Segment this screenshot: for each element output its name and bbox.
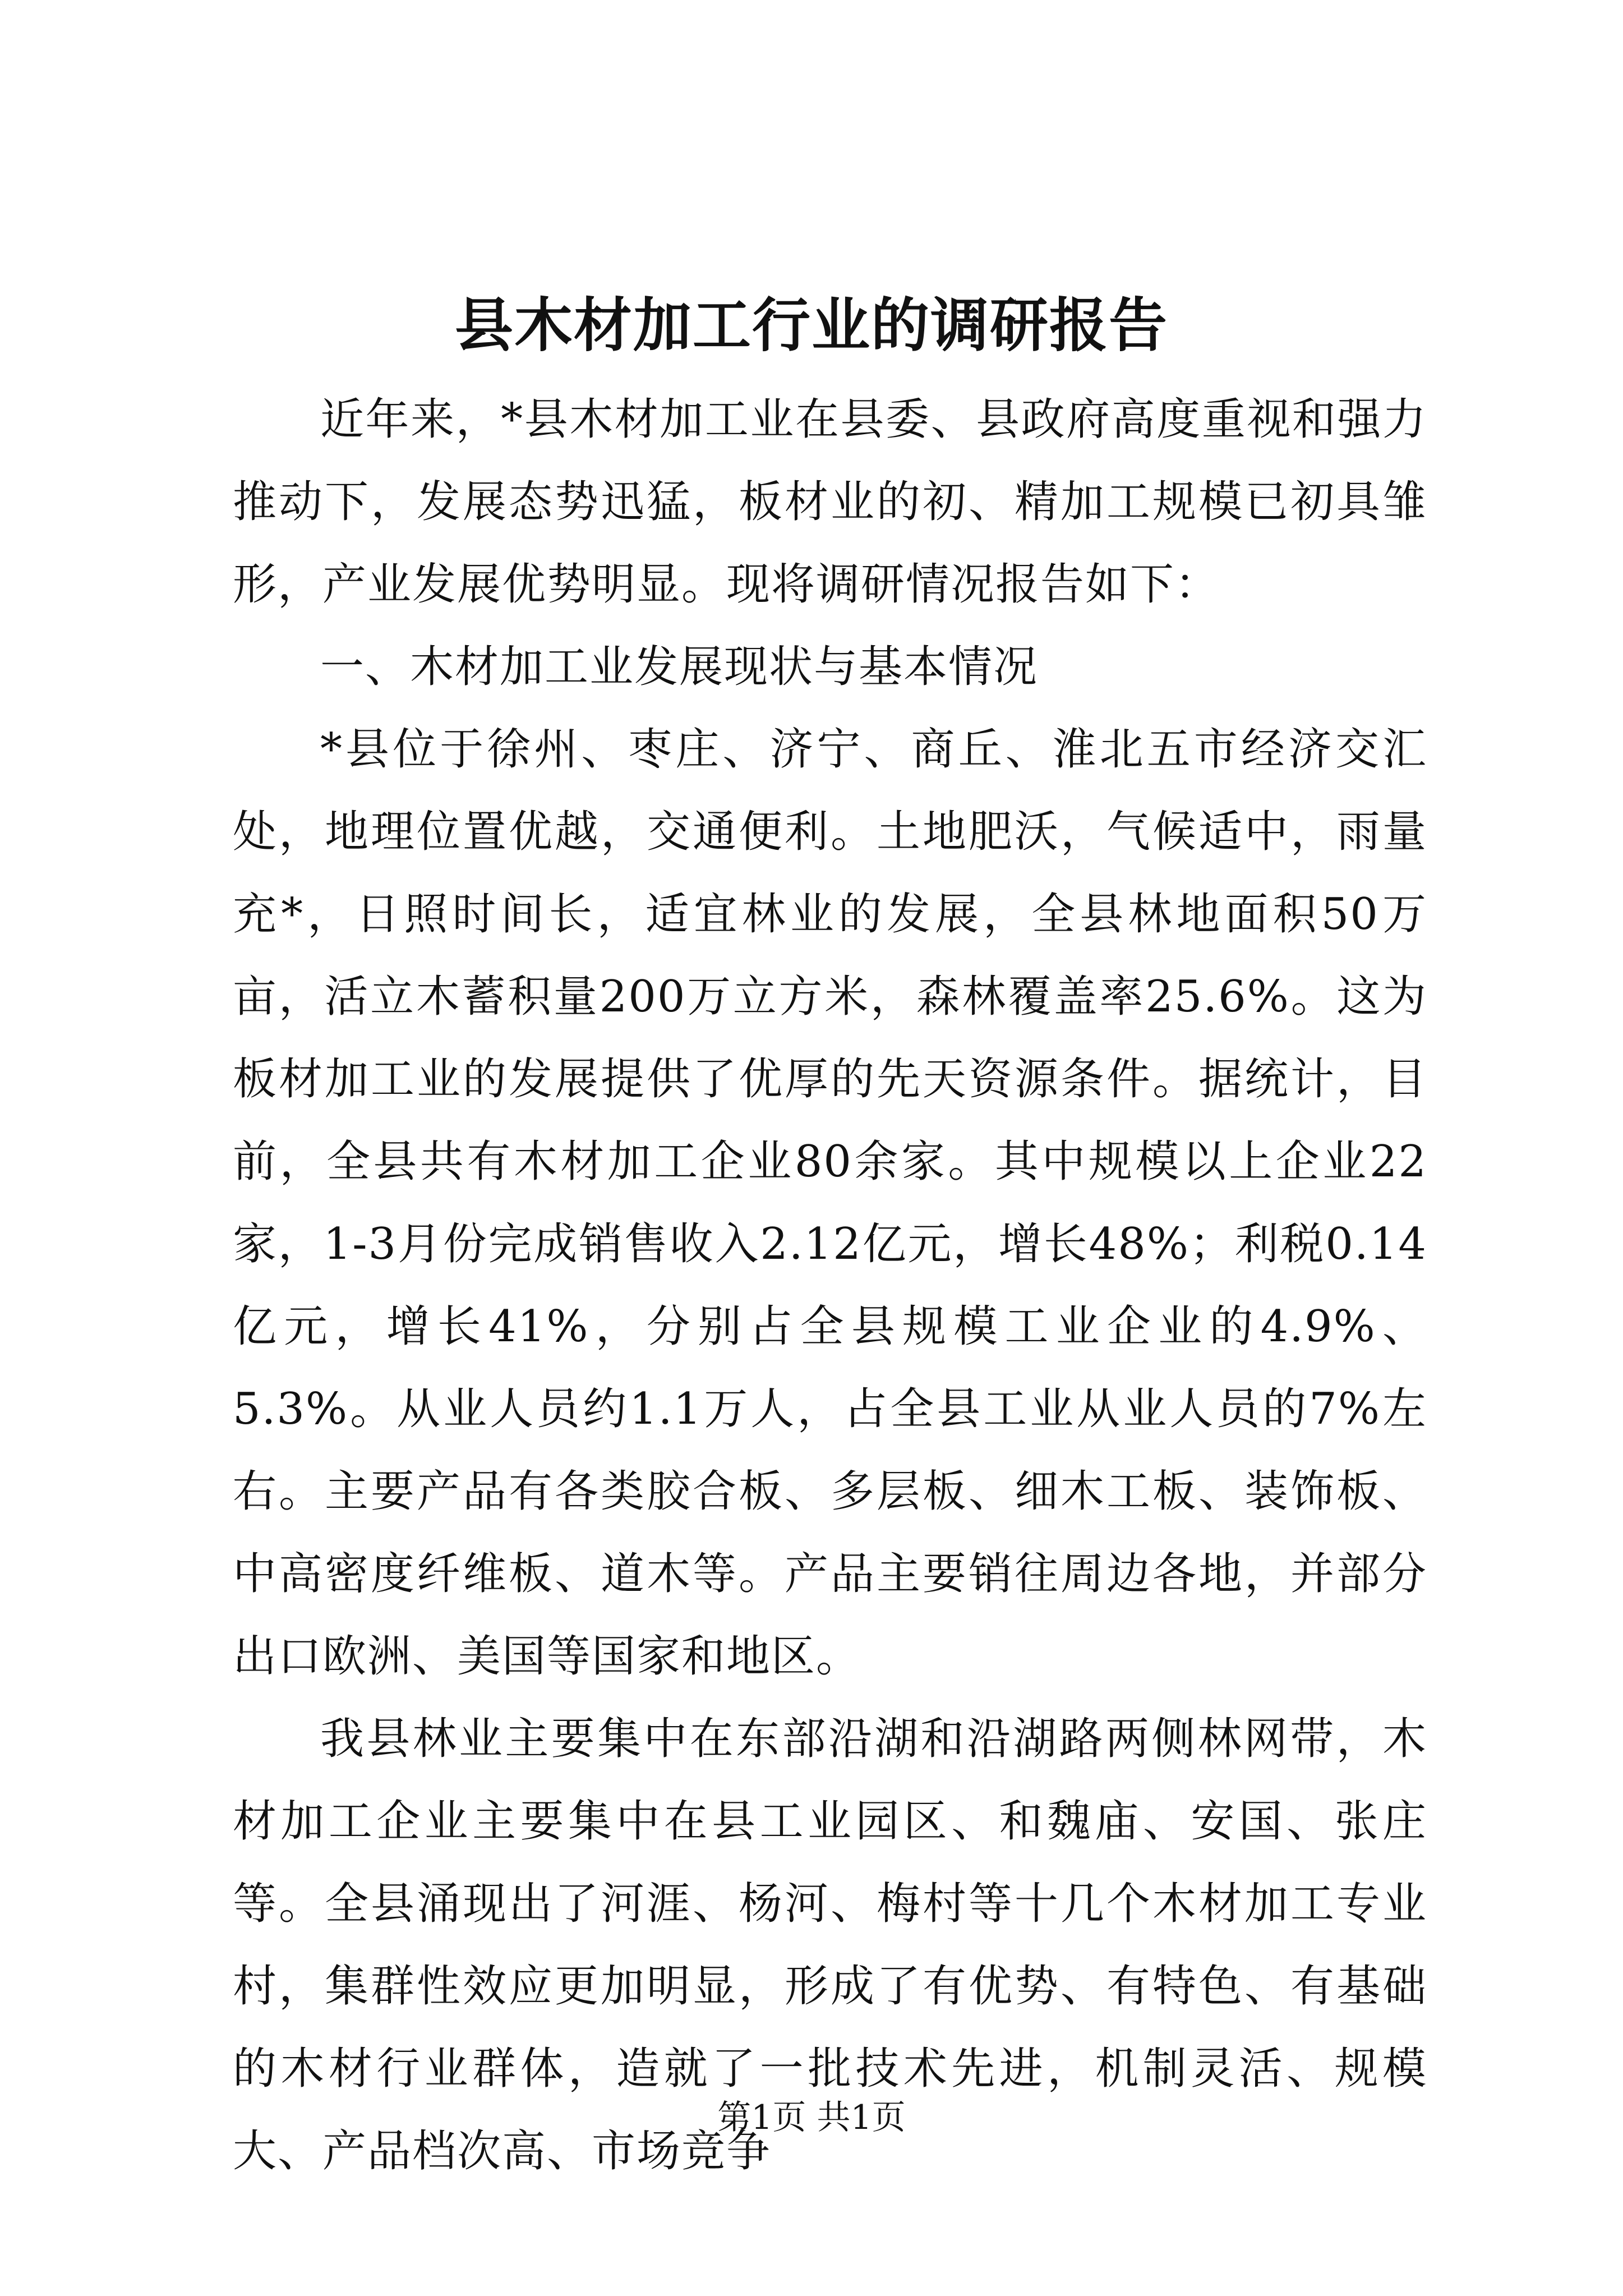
document-body (233, 379, 1427, 2193)
page-footer: 第1页 共1页 (717, 2098, 906, 2137)
paragraph-intro: 近年来，*县木材加工业在县委、县政府高度重视和强力推动下，发展态势迅猛，板材业的初、精加工规模已初具雏形，产业发展优势明显。现将调研情况报告如下： (233, 394, 1427, 610)
paragraph-overview: *县位于徐州、枣庄、济宁、商丘、淮北五市经济交汇处，地理位置优越，交通便利。土地肥沃，气候适中，雨量充*，日照时间长，适宜林业的发展，全县林地面积50万亩，活立木蓄积量200万立方米，森林覆盖率25.6%。这为板材加工业的发展提供了优厚的先天资源条件。据统计，目前，全县共有木材加工企业80余家。其中规模以上企业22家，1-3月份完成销售收入2.12亿元，增长48%；利税0.14亿元，增长41%，分别占全县规模工业企业的4.9%、5.3%。从业人员约1.1万人，占全县工业从业人员的7%左右。主要产品有各类胶合板、多层板、细木工板、装饰板、中高密度纤维板、道木等。产品主要销往周边各地，并部分出口欧洲、美国等国家和地区。 (233, 724, 1427, 1682)
document-title: 县木材加工行业的调研报告 (454, 291, 1168, 360)
section-heading: 一、木材加工业发展现状与基本情况 (320, 642, 1039, 692)
paragraph-distribution: 我县林业主要集中在东部沿湖和沿湖路两侧林网带，木材加工企业主要集中在县工业园区、和魏庙、安国、张庄等。全县涌现出了河涯、杨河、梅村等十几个木材加工专业村，集群性效应更加明显，形成了有优势、有特色、有基础的木材行业群体，造就了一批技术先进，机制灵活、规模大、产品档次高、市场竞争 (233, 1714, 1427, 2177)
